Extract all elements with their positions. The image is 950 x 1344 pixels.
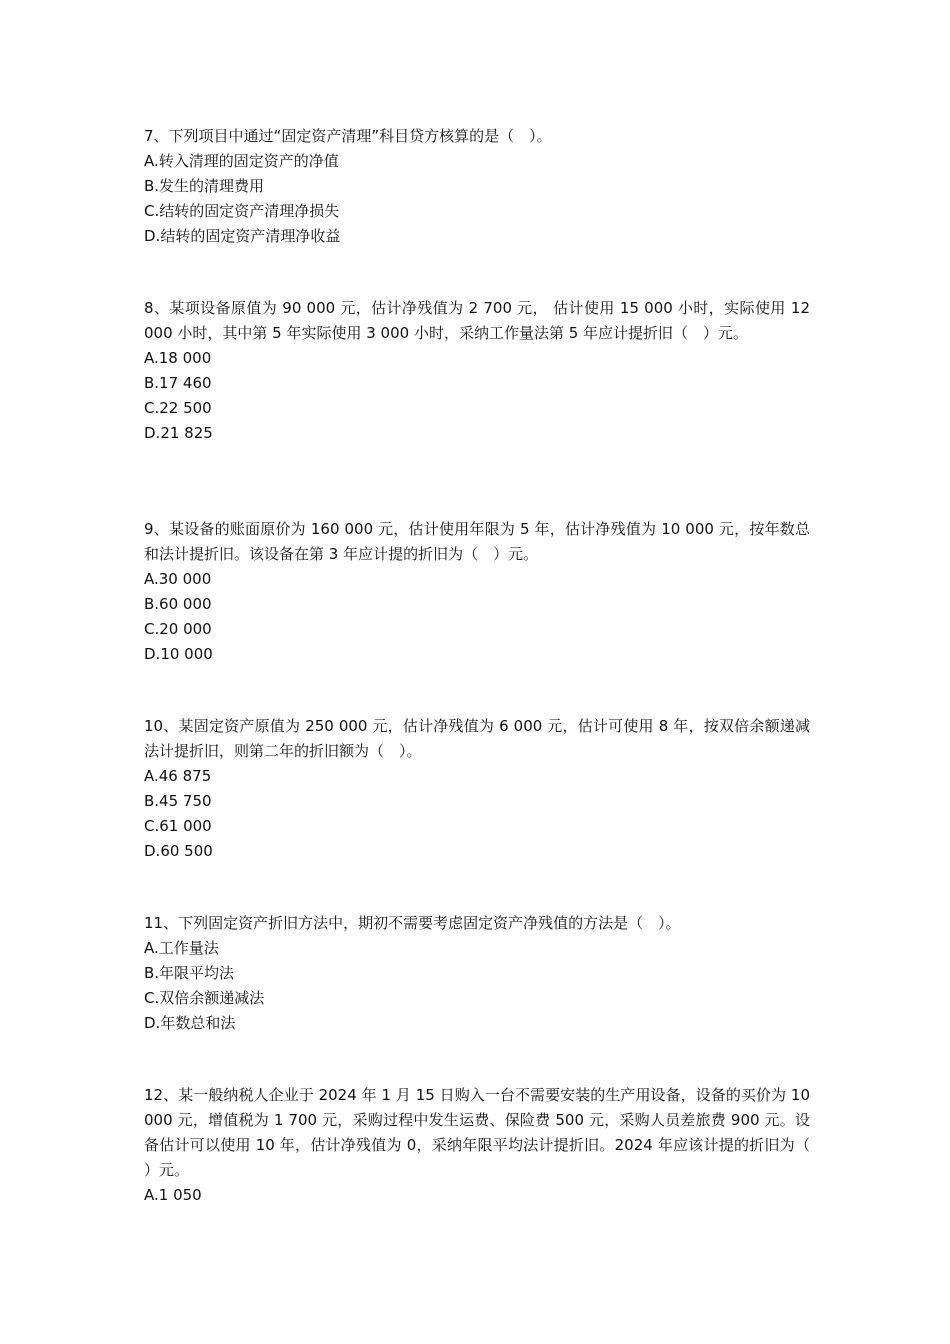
question-stem: 8、某项设备原值为 90 000 元，估计净残值为 2 700 元， 估计使用 15 000 小时，实际使用 12 000 小时，其中第 5 年实际使用 3 000 小时，采纳工作量法第 5 年应计提折旧（ ）元。 xyxy=(144,299,810,342)
option-b: B.17 460 xyxy=(144,374,212,392)
question-10 xyxy=(144,714,810,864)
question-11 xyxy=(144,911,810,1036)
option-a: A.46 875 xyxy=(144,767,212,785)
option-c: C.双倍余额递减法 xyxy=(144,989,265,1007)
question-9 xyxy=(144,517,810,667)
question-stem: 12、某一般纳税人企业于 2024 年 1 月 15 日购入一台不需要安装的生产用设备，设备的买价为 10 000 元，增值税为 1 700 元，采购过程中发生运费、保险费 500 元，采购人员差旅费 900 元。设备估计可以使用 10 年，估计净残值为 0，采纳年限平均法计提折旧。2024 年应该计提的折旧为（ ）元。 xyxy=(144,1086,810,1179)
option-c: C.结转的固定资产清理净损失 xyxy=(144,202,340,220)
option-d: D.21 825 xyxy=(144,424,213,442)
option-d: D.年数总和法 xyxy=(144,1014,236,1032)
option-a: A.工作量法 xyxy=(144,939,219,957)
option-a: A.转入清理的固定资产的净值 xyxy=(144,152,339,170)
option-b: B.60 000 xyxy=(144,595,212,613)
option-b: B.45 750 xyxy=(144,792,212,810)
question-stem: 11、下列固定资产折旧方法中，期初不需要考虑固定资产净残值的方法是（ ）。 xyxy=(144,914,681,932)
question-stem: 9、某设备的账面原价为 160 000 元，估计使用年限为 5 年，估计净残值为 10 000 元，按年数总和法计提折旧。该设备在第 3 年应计提的折旧为（ ）元。 xyxy=(144,520,810,563)
option-c: C.22 500 xyxy=(144,399,212,417)
option-d: D.结转的固定资产清理净收益 xyxy=(144,227,341,245)
question-12 xyxy=(144,1083,810,1208)
option-a: A.30 000 xyxy=(144,570,212,588)
option-d: D.10 000 xyxy=(144,645,213,663)
option-b: B.发生的清理费用 xyxy=(144,177,265,195)
option-c: C.20 000 xyxy=(144,620,212,638)
question-stem: 10、某固定资产原值为 250 000 元，估计净残值为 6 000 元，估计可使用 8 年，按双倍余额递减法计提折旧，则第二年的折旧额为（ ）。 xyxy=(144,717,810,760)
question-8 xyxy=(144,296,810,446)
option-c: C.61 000 xyxy=(144,817,212,835)
option-b: B.年限平均法 xyxy=(144,964,235,982)
option-d: D.60 500 xyxy=(144,842,213,860)
option-a: A.1 050 xyxy=(144,1186,202,1204)
option-a: A.18 000 xyxy=(144,349,212,367)
question-stem: 7、下列项目中通过“固定资产清理”科目贷方核算的是（ ）。 xyxy=(144,127,552,145)
question-7 xyxy=(144,124,810,249)
